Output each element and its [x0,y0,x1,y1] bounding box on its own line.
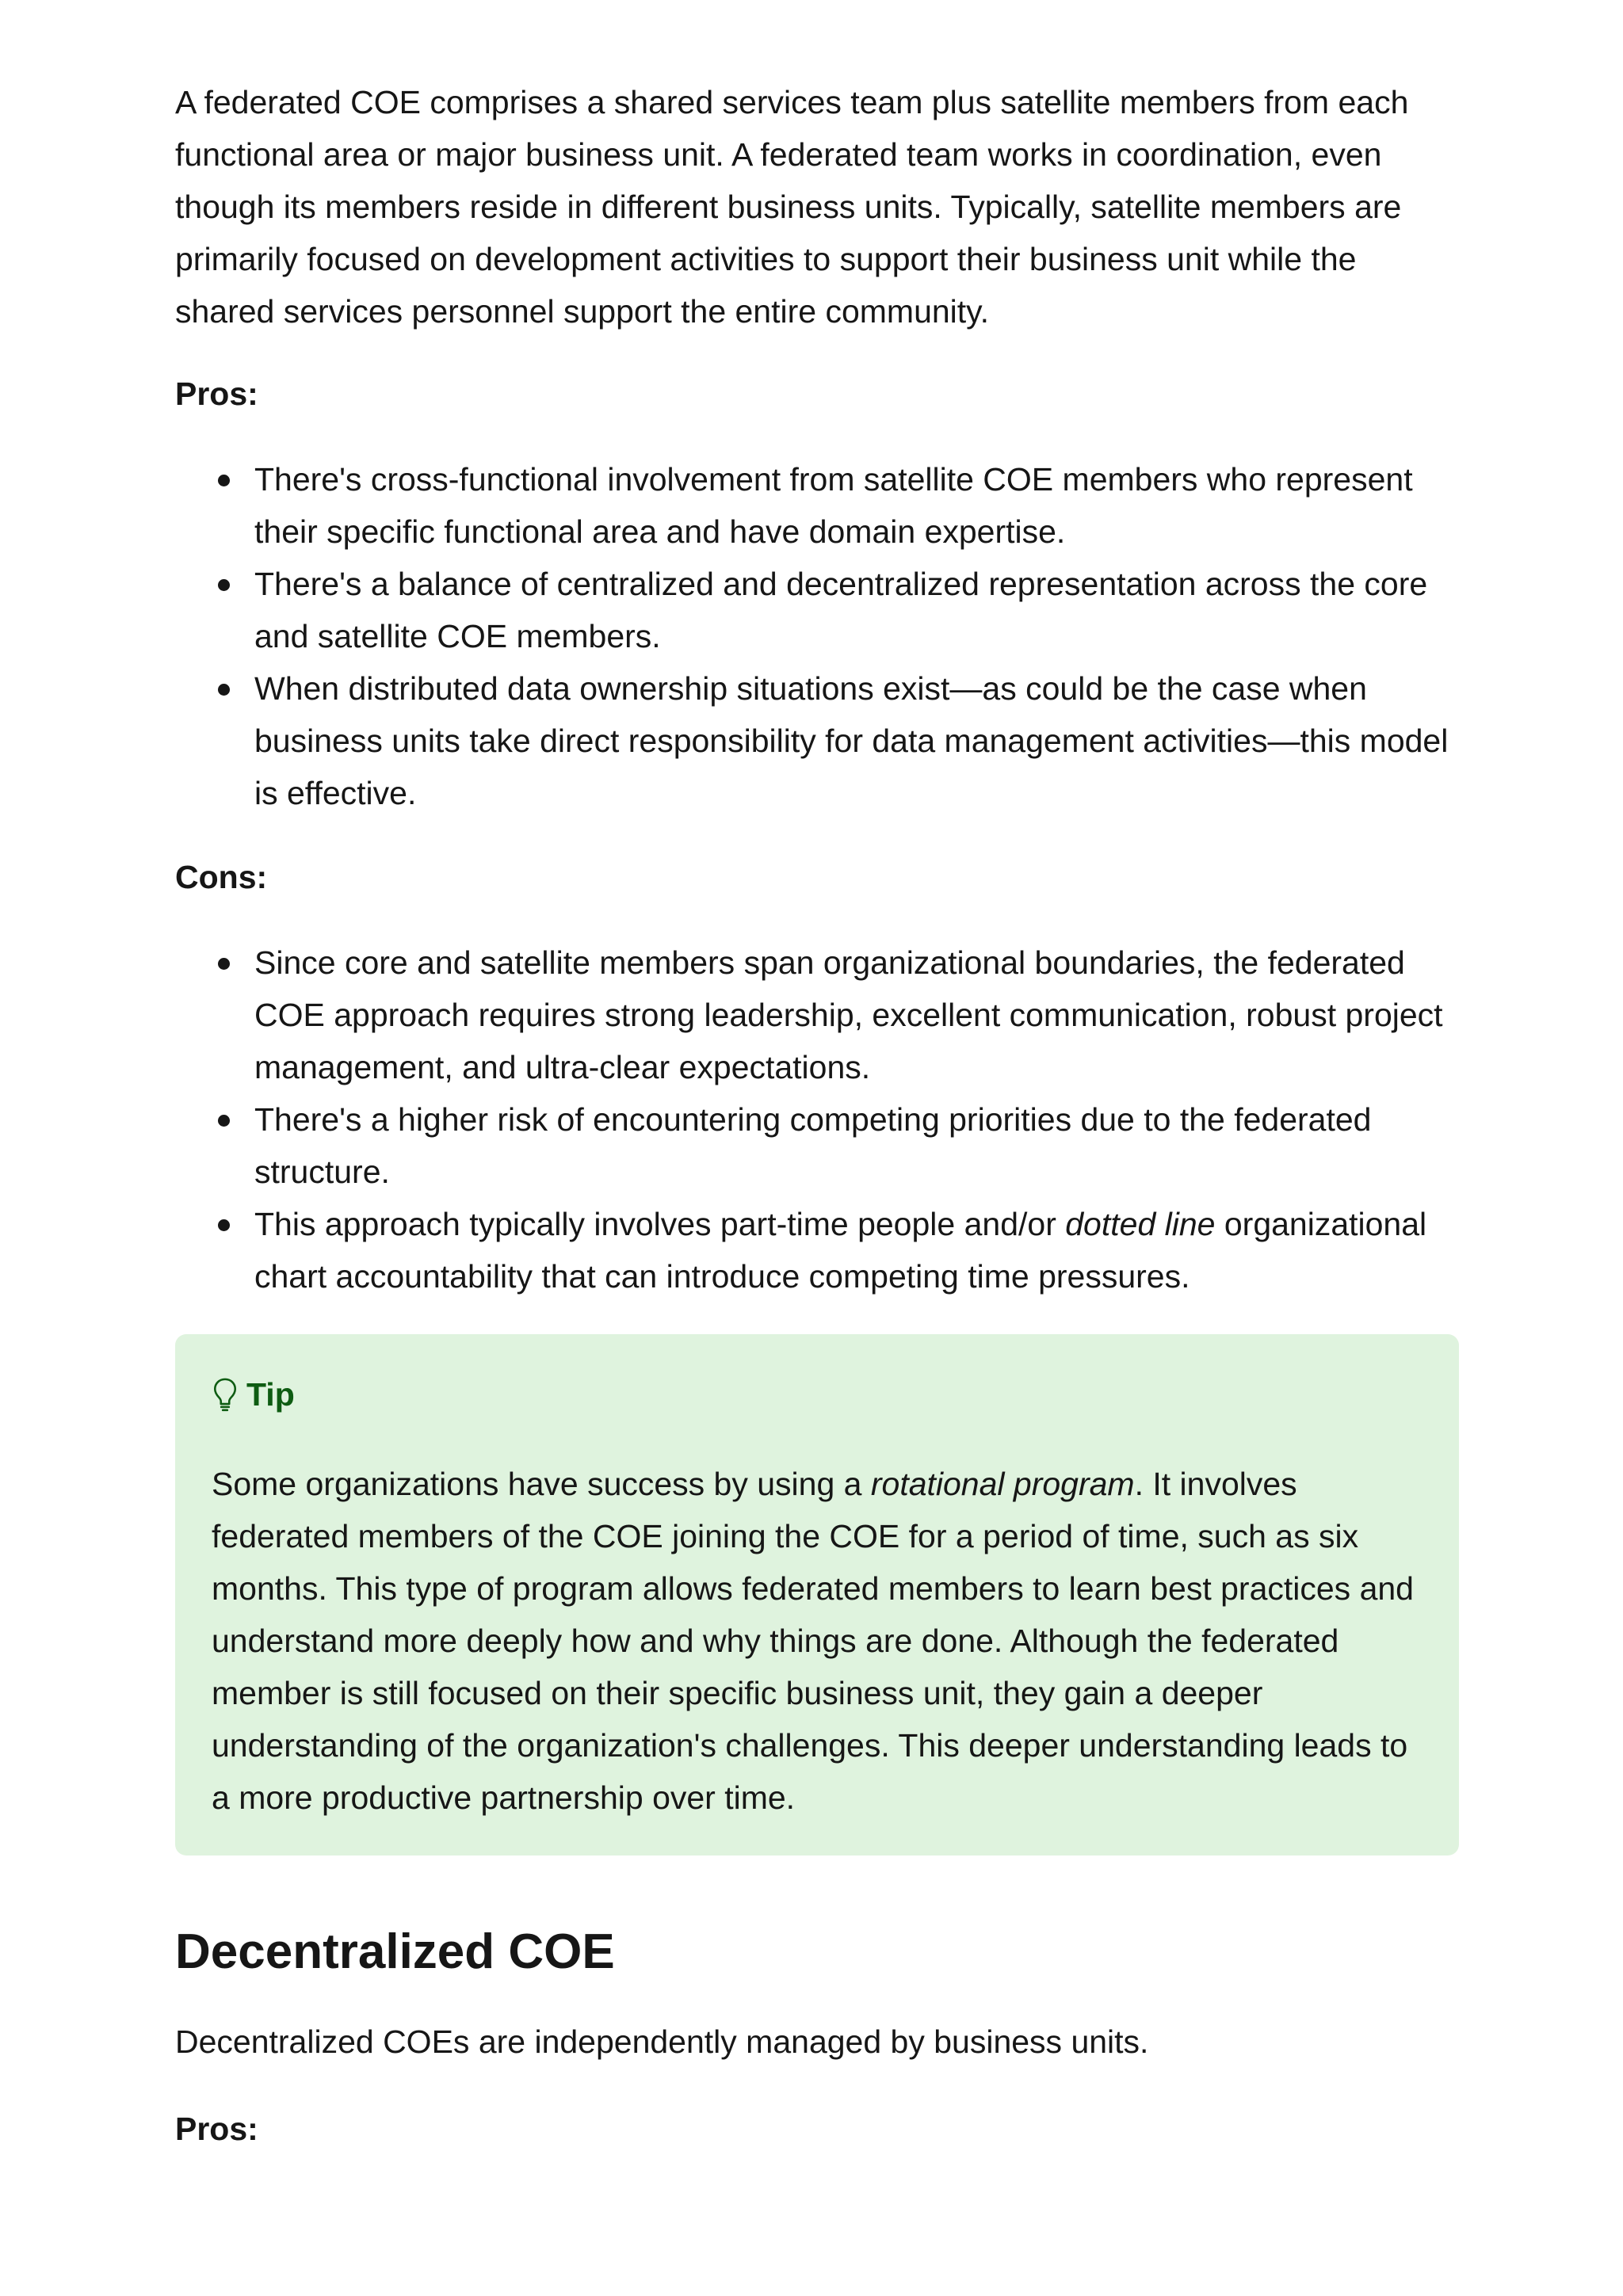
bullet-icon [218,475,230,486]
federated-cons-label: Cons: [175,859,268,895]
list-item: Since core and satellite members span organizational boundaries, the federated COE approach requires strong leadership, excellent communication, robust project management, and ultra-clear expectations. [254,936,1459,1093]
tip-text: Some organizations have success by using a rotational program. It involves federated members of the COE joining the COE for a period of time, such as six months. This type of program allows federated members to learn best practices and understand more deeply how and why things are done. Although the federated member is still focused on their specific business unit, they gain a deeper understanding of the organization's challenges. This deeper understanding leads to a more productive partnership over time. [212,1466,1414,1816]
dotted-line-emphasis: dotted line [1065,1206,1216,1242]
bullet-icon [218,1219,230,1231]
tip-header [212,1371,1423,1418]
intro-paragraph: A federated COE comprises a shared services team plus satellite members from each functional area or major business unit. A federated team works in coordination, even though its members reside in different business units. Typically, satellite members are primarily focused on development activities to support their business unit while the shared services personnel support the entire community. [175,84,1409,330]
section-heading-decentralized: Decentralized COE [175,1924,615,1979]
list-item: There's a higher risk of encountering competing priorities due to the federated structure. [254,1093,1459,1198]
list-item: When distributed data ownership situations exist—as could be the case when business units take direct responsibility for data management activities—this model is effective. [254,662,1459,819]
bullet-icon [218,958,230,970]
lightbulb-icon [212,1376,239,1413]
list-item: There's a balance of centralized and decentralized representation across the core and satellite COE members. [254,558,1459,662]
tip-title: Tip [246,1376,295,1413]
list-item: This approach typically involves part-time people and/or dotted line organizational chart accountability that can introduce competing time pressures. [254,1198,1459,1302]
bullet-icon [218,579,230,591]
decentralized-pros-label: Pros: [175,2111,258,2147]
federated-pros-list [175,453,1459,819]
article-content [175,76,1459,2155]
bullet-icon [218,684,230,696]
federated-cons-list [175,936,1459,1302]
decentralized-paragraph: Decentralized COEs are independently managed by business units. [175,2023,1149,2060]
federated-pros-label: Pros: [175,376,258,412]
bullet-icon [218,1115,230,1127]
rotational-program-emphasis: rotational program [870,1466,1135,1502]
tip-callout [175,1334,1459,1855]
list-item: There's cross-functional involvement from satellite COE members who represent their specific functional area and have domain expertise. [254,453,1459,558]
